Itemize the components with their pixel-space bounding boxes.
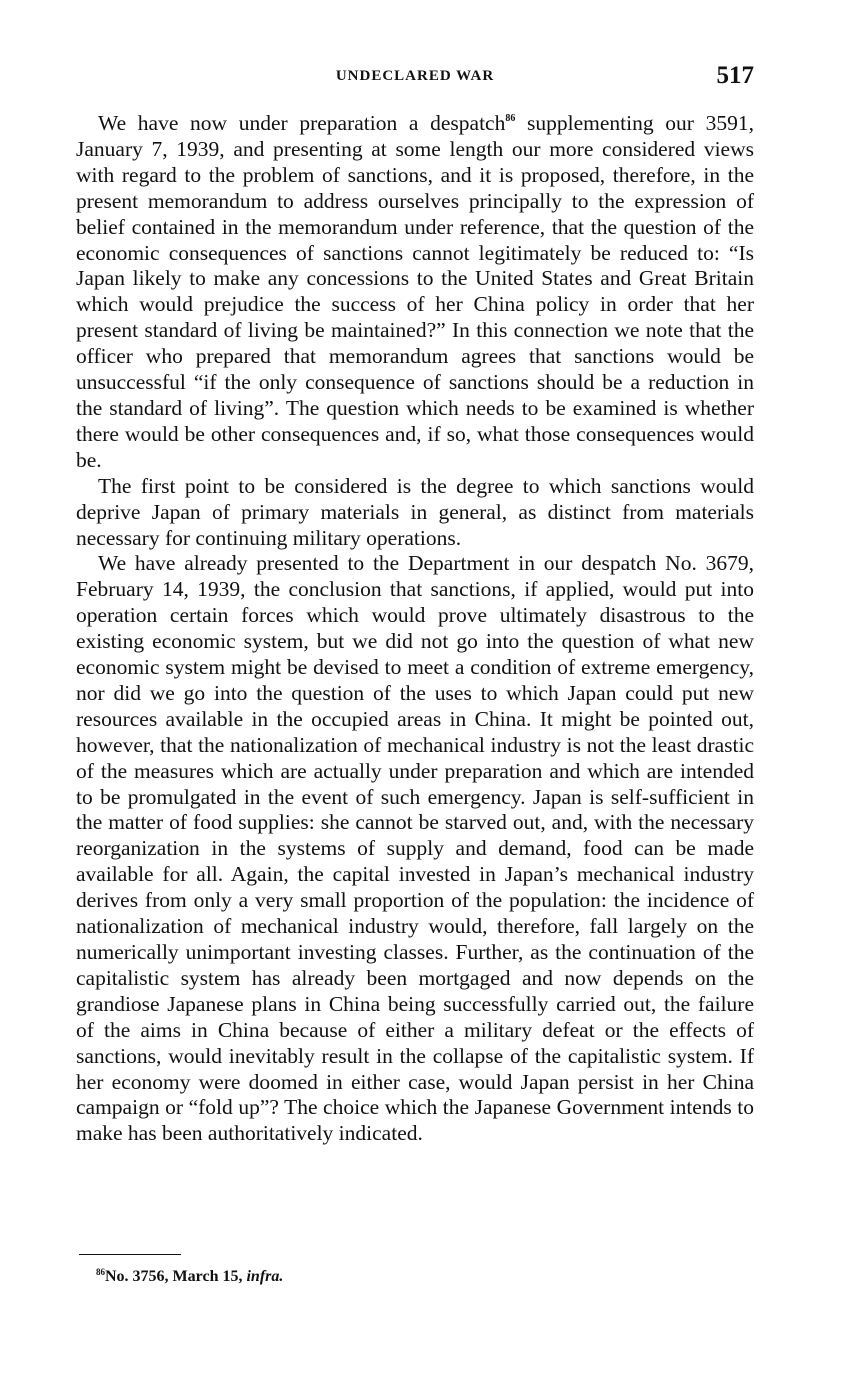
page-number: 517 <box>716 62 754 89</box>
running-title: UNDECLARED WAR <box>335 68 495 84</box>
footnote-text: No. 3756, March 15, <box>105 1268 247 1285</box>
paragraph-1-rest: supplementing our 3591, January 7, 1939, and presenting at some length our more considered views with regard to the problem of sanctions, and it is proposed, therefore, in the present memorandum to address ourselves principally to the expression of belief contained in the memorandum under reference, that the question of the economic consequences of sanctions cannot legitimately be reduced to: “Is Japan likely to make any concessions to the United States and Great Britain which would prejudice the success of her China policy in order that her present standard of living be maintained?” In this connection we note that the officer who prepared that memorandum agrees that sanctions would be unsuccessful “if the only consequence of sanctions should be a reduction in the standard of living”. The question which needs to be examined is whether there would be other consequences and, if so, what those consequences would be. <box>76 111 754 472</box>
footnote-divider <box>79 1254 181 1255</box>
body-text <box>76 111 754 1147</box>
footnote <box>96 1268 283 1286</box>
paragraph-2: The first point to be considered is the degree to which sanctions would deprive Japan of primary materials in general, as distinct from materials necessary for continuing military operations. <box>76 473 754 550</box>
paragraph-1 <box>76 111 754 474</box>
footnote-emphasis: infra. <box>246 1268 284 1285</box>
footnote-reference: 86 <box>505 113 516 124</box>
paragraph-1-start: We have now under preparation a despatch <box>98 111 506 135</box>
footnote-marker: 86 <box>96 1267 105 1277</box>
paragraph-3: We have already presented to the Department in our despatch No. 3679, February 14, 1939, the conclusion that sanctions, if applied, would put into operation certain forces which would prove ultimately disastrous to the existing economic system, but we did not go into the question of what new economic system might be devised to meet a condition of extreme emergency, nor did we go into the question of the uses to which Japan could put new resources available in the occupied areas in China. It might be pointed out, however, that the nationalization of mechanical industry is not the least drastic of the measures which are actually under preparation and which are intended to be promulgated in the event of such emergency. Japan is self-sufficient in the matter of food supplies: she cannot be starved out, and, with the necessary reorganization in the systems of supply and demand, food can be made available for all. Again, the capital invested in Japan’s mechanical industry derives from only a very small proportion of the population: the incidence of nationalization of mechanical industry would, therefore, fall largely on the numerically unimportant investing classes. Further, as the continuation of the capitalistic system has already been mortgaged and now depends on the grandiose Japanese plans in China being successfully carried out, the failure of the aims in China because of either a military defeat or the effects of sanctions, would inevitably result in the collapse of the capitalistic system. If her economy were doomed in either case, would Japan persist in her China campaign or “fold up”? The choice which the Japanese Government intends to make has been authoritatively indicated. <box>76 551 754 1146</box>
page-header <box>76 62 754 96</box>
